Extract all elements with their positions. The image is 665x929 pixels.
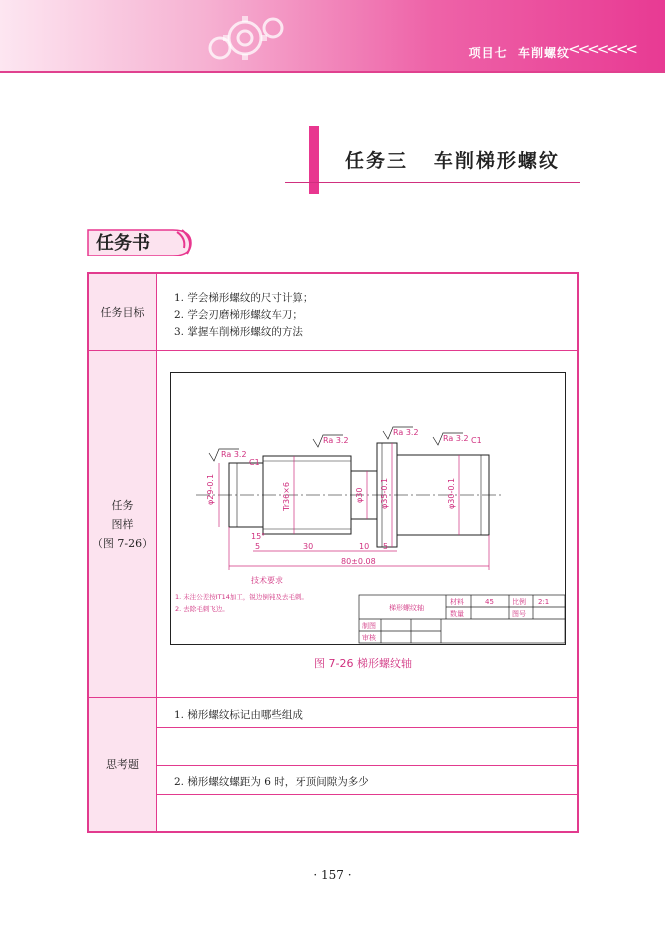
task-title: 车削梯形螺纹 bbox=[433, 150, 560, 172]
header-divider bbox=[0, 71, 665, 73]
drawing-label-line1: 任务 bbox=[111, 498, 134, 512]
tech-req-1: 1. 未注公差按IT14加工，锐边倒钝及去毛刺。 bbox=[175, 593, 308, 601]
tech-req-title: 技术要求 bbox=[251, 576, 283, 585]
tb-drawn: 制图 bbox=[362, 622, 376, 630]
goals-label: 任务目标 bbox=[89, 274, 156, 350]
roughness-4: Ra 3.2 bbox=[443, 434, 469, 443]
task-number: 任务三 bbox=[345, 150, 409, 172]
task-table bbox=[87, 272, 579, 833]
dim-angle: 15° bbox=[251, 532, 266, 541]
project-title: 车削螺纹 bbox=[517, 46, 570, 60]
question-2: 2. 梯形螺纹螺距为 6 时，牙顶间隙为多少 bbox=[174, 776, 369, 788]
tb-scale: 2:1 bbox=[538, 598, 550, 606]
chamfer-label-1: C1 bbox=[249, 458, 260, 467]
drawing-label-line3: （图 7-26） bbox=[91, 536, 154, 550]
tb-drawing-no: 图号 bbox=[512, 610, 526, 618]
chamfer-label-2: C1 bbox=[471, 436, 482, 445]
page-number: · 157 · bbox=[313, 868, 352, 882]
task-accent-bar bbox=[309, 126, 319, 194]
dim-30: 30 bbox=[303, 542, 314, 551]
goal-item-2: 2. 学会刃磨梯形螺纹车刀； bbox=[174, 309, 303, 321]
question-1: 1. 梯形螺纹标记由哪些组成 bbox=[174, 709, 303, 721]
goal-item-3: 3. 掌握车削梯形螺纹的方法 bbox=[174, 326, 303, 338]
dim-collar: φ35-0.1 bbox=[380, 477, 389, 509]
dim-10: 10 bbox=[359, 542, 370, 551]
tb-qty-label: 数量 bbox=[450, 610, 464, 618]
goal-item-1: 1. 学会梯形螺纹的尺寸计算； bbox=[174, 292, 314, 304]
task-underline bbox=[285, 182, 580, 183]
dim-5a: 5 bbox=[255, 542, 261, 551]
tb-name: 梯形螺纹轴 bbox=[389, 604, 424, 612]
roughness-2: Ra 3.2 bbox=[323, 436, 349, 445]
questions-label: 思考题 bbox=[89, 698, 156, 831]
roughness-1: Ra 3.2 bbox=[221, 450, 247, 459]
column-divider bbox=[156, 274, 157, 831]
tech-req-2: 2. 去除毛刺飞边。 bbox=[175, 605, 229, 613]
tb-scale-label: 比例 bbox=[512, 598, 526, 606]
engineering-drawing bbox=[170, 372, 566, 645]
dim-right-diameter: φ30-0.1 bbox=[447, 477, 456, 509]
dim-total: 80±0.08 bbox=[341, 557, 376, 566]
gear-icon bbox=[195, 6, 295, 66]
dim-groove: φ30 bbox=[355, 487, 364, 503]
row-divider bbox=[89, 350, 577, 351]
tb-material: 45 bbox=[485, 598, 494, 606]
answer-line bbox=[157, 794, 577, 795]
dim-thread: Tr36×6 bbox=[282, 482, 291, 511]
answer-line bbox=[157, 765, 577, 766]
drawing-label-line2: 图样 bbox=[111, 517, 134, 531]
answer-line bbox=[157, 727, 577, 728]
chapter-title bbox=[469, 44, 570, 61]
row-divider bbox=[89, 697, 577, 698]
figure-caption: 图 7-26 梯形螺纹轴 bbox=[314, 657, 412, 670]
dim-left-diameter: φ29-0.1 bbox=[206, 473, 215, 505]
tb-checked: 审核 bbox=[362, 634, 376, 642]
roughness-3: Ra 3.2 bbox=[393, 428, 419, 437]
task-heading bbox=[345, 146, 560, 173]
chevrons-left-icon: <<<<<<< bbox=[568, 40, 635, 58]
dim-5b: 5 bbox=[383, 542, 389, 551]
shaft-drawing bbox=[171, 373, 565, 644]
tb-material-label: 材料 bbox=[450, 598, 464, 606]
section-label: 任务书 bbox=[96, 233, 150, 254]
project-number: 项目七 bbox=[468, 46, 508, 60]
drawing-label bbox=[89, 351, 156, 697]
